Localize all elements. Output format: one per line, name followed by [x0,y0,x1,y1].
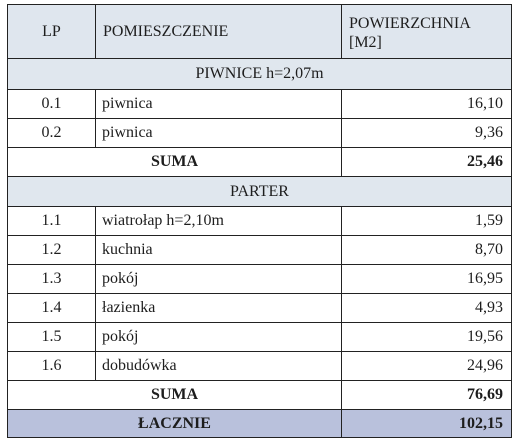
section-title-cellar: PIWNICE h=2,07m [8,59,512,90]
row-lp: 1.2 [8,236,96,265]
header-area [342,5,512,59]
room-area-table [7,4,512,438]
sum-label: SUMA [8,148,342,177]
table-header-row [8,5,512,59]
row-lp: 1.6 [8,352,96,381]
header-lp: LP [8,5,96,59]
row-room: piwnica [96,119,342,148]
table-row [8,352,512,381]
row-room: piwnica [96,90,342,119]
header-area-line2: [M2] [349,33,382,51]
header-room: POMIESZCZENIE [96,5,342,59]
row-lp: 1.1 [8,207,96,236]
table-row [8,294,512,323]
row-room: wiatrołap h=2,10m [96,207,342,236]
row-lp: 1.3 [8,265,96,294]
row-area: 8,70 [342,236,512,265]
room-area-table-sheet [7,4,512,438]
row-area: 9,36 [342,119,512,148]
row-area: 1,59 [342,207,512,236]
row-area: 4,93 [342,294,512,323]
table-row [8,90,512,119]
header-area-line1: POWIERZCHNIA [349,14,471,32]
sum-value: 76,69 [342,381,512,410]
row-area: 19,56 [342,323,512,352]
row-room: pokój [96,265,342,294]
table-row [8,323,512,352]
table-row [8,265,512,294]
grand-total-value: 102,15 [342,410,512,438]
row-lp: 1.5 [8,323,96,352]
row-lp: 0.2 [8,119,96,148]
sum-value: 25,46 [342,148,512,177]
row-area: 16,10 [342,90,512,119]
row-lp: 0.1 [8,90,96,119]
row-room: dobudówka [96,352,342,381]
sum-row-cellar [8,148,512,177]
section-header-row [8,59,512,90]
section-title-ground-floor: PARTER [8,177,512,207]
sum-label: SUMA [8,381,342,410]
table-row [8,236,512,265]
grand-total-row [8,410,512,438]
table-row [8,207,512,236]
sum-row-ground-floor [8,381,512,410]
grand-total-label: ŁACZNIE [8,410,342,438]
section-header-row [8,177,512,207]
table-row [8,119,512,148]
row-room: łazienka [96,294,342,323]
row-lp: 1.4 [8,294,96,323]
row-area: 16,95 [342,265,512,294]
row-room: kuchnia [96,236,342,265]
row-room: pokój [96,323,342,352]
row-area: 24,96 [342,352,512,381]
